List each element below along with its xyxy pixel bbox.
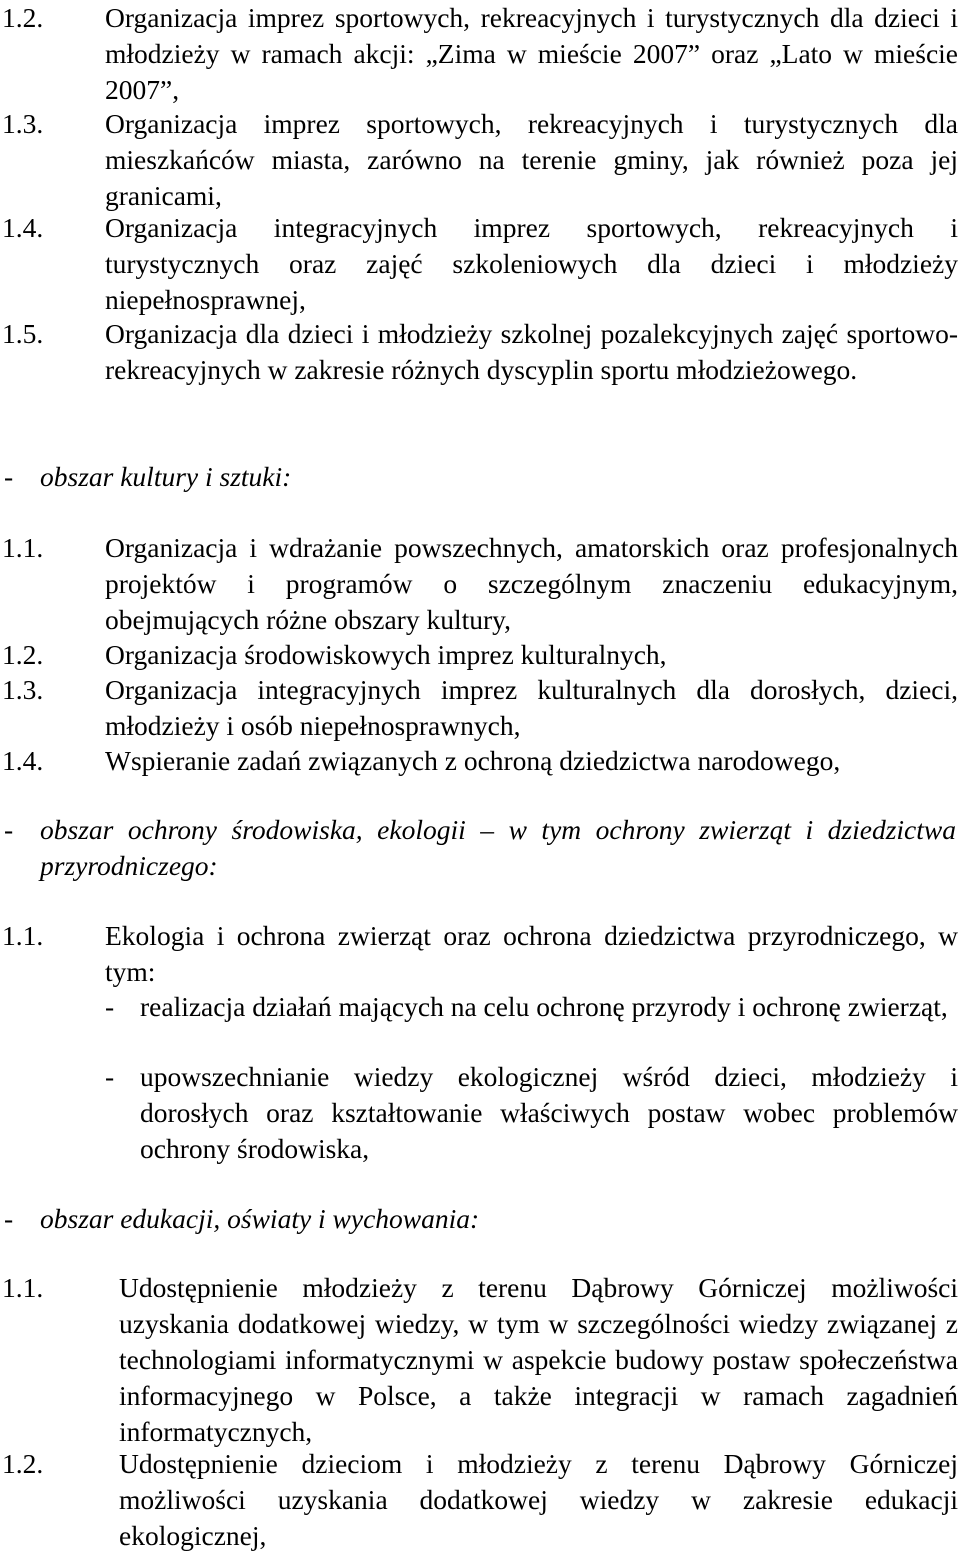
- section-heading-ecology: [4, 812, 956, 884]
- list-item: [0, 106, 958, 214]
- item-text: Organizacja imprez sportowych, rekreacyjnych i turystycznych dla dzieci i młodzieży w ramach akcji: „Zima w mieście 2007” oraz „Lato w mieście 2007”,: [105, 2, 958, 105]
- item-number: 1.2.: [2, 639, 44, 670]
- list-item: [0, 1059, 958, 1167]
- heading-dash: -: [4, 814, 14, 845]
- item-text: Ekologia i ochrona zwierząt oraz ochrona dziedzictwa przyrodniczego, w tym:: [105, 920, 958, 987]
- item-number: 1.3.: [2, 674, 44, 705]
- item-number: 1.1.: [2, 920, 44, 951]
- item-text: Udostępnienie dzieciom i młodzieży z terenu Dąbrowy Górniczej możliwości uzyskania dodatkowej wiedzy w zakresie edukacji ekologicznej,: [119, 1448, 958, 1551]
- item-number: 1.4.: [2, 745, 44, 776]
- item-text: Wspieranie zadań związanych z ochroną dziedzictwa narodowego,: [105, 745, 841, 776]
- item-number: 1.1.: [2, 1272, 44, 1303]
- bullet-item: [105, 1059, 958, 1167]
- list-item: [0, 637, 958, 673]
- bullet-dash: -: [105, 991, 115, 1022]
- list-item: [0, 210, 958, 318]
- list-item: [0, 0, 958, 108]
- list-item: [0, 1446, 958, 1554]
- item-number: 1.4.: [2, 212, 44, 243]
- heading-dash: -: [4, 1203, 14, 1234]
- item-text: Organizacja integracyjnych imprez sportowych, rekreacyjnych i turystycznych oraz zajęć szkoleniowych dla dzieci i młodzieży niepełnosprawnej,: [105, 212, 958, 315]
- item-text: Organizacja środowiskowych imprez kulturalnych,: [105, 639, 667, 670]
- list-item: [0, 918, 958, 990]
- section-heading-education: [4, 1201, 956, 1237]
- heading-text: obszar edukacji, oświaty i wychowania:: [40, 1203, 480, 1234]
- item-number: 1.2.: [2, 1448, 44, 1479]
- item-number: 1.2.: [2, 2, 44, 33]
- bullet-dash: -: [105, 1061, 115, 1092]
- item-text: Organizacja imprez sportowych, rekreacyjnych i turystycznych dla mieszkańców miasta, zarówno na terenie gminy, jak również poza jej granicami,: [105, 108, 958, 211]
- list-item: [0, 672, 958, 744]
- bullet-text: upowszechnianie wiedzy ekologicznej wśród dzieci, młodzieży i dorosłych oraz kształtowanie właściwych postaw wobec problemów ochrony środowiska,: [140, 1061, 958, 1164]
- section-heading-culture: [4, 459, 956, 495]
- item-text: Organizacja dla dzieci i młodzieży szkolnej pozalekcyjnych zajęć sportowo-rekreacyjnych w zakresie różnych dyscyplin sportu młodzieżowego.: [105, 318, 958, 385]
- item-number: 1.3.: [2, 108, 44, 139]
- item-number: 1.1.: [2, 532, 44, 563]
- item-text: Organizacja i wdrażanie powszechnych, amatorskich oraz profesjonalnych projektów i programów o szczególnym znaczeniu edukacyjnym, obejmujących różne obszary kultury,: [105, 532, 958, 635]
- bullet-text: realizacja działań mających na celu ochronę przyrody i ochronę zwierząt,: [140, 991, 948, 1022]
- heading-text: obszar kultury i sztuki:: [40, 461, 292, 492]
- list-item: [0, 530, 958, 638]
- item-number: 1.5.: [2, 318, 44, 349]
- heading-dash: -: [4, 461, 14, 492]
- heading-text: obszar ochrony środowiska, ekologii – w tym ochrony zwierząt i dziedzictwa przyrodniczego:: [40, 814, 956, 881]
- item-text: Organizacja integracyjnych imprez kulturalnych dla dorosłych, dzieci, młodzieży i osób niepełnosprawnych,: [105, 674, 958, 741]
- list-item: [0, 1270, 958, 1450]
- list-item: [0, 743, 958, 779]
- item-text: Udostępnienie młodzieży z terenu Dąbrowy Górniczej możliwości uzyskania dodatkowej wiedzy, w tym w szczególności wiedzy związanej z technologiami informatycznymi w aspekcie budowy postaw społeczeństwa informacyjnego w Polsce, a także integracji w ramach zagadnień informatycznych,: [119, 1272, 958, 1447]
- bullet-item: [105, 989, 958, 1025]
- list-item: [0, 316, 958, 388]
- list-item: [0, 989, 958, 1025]
